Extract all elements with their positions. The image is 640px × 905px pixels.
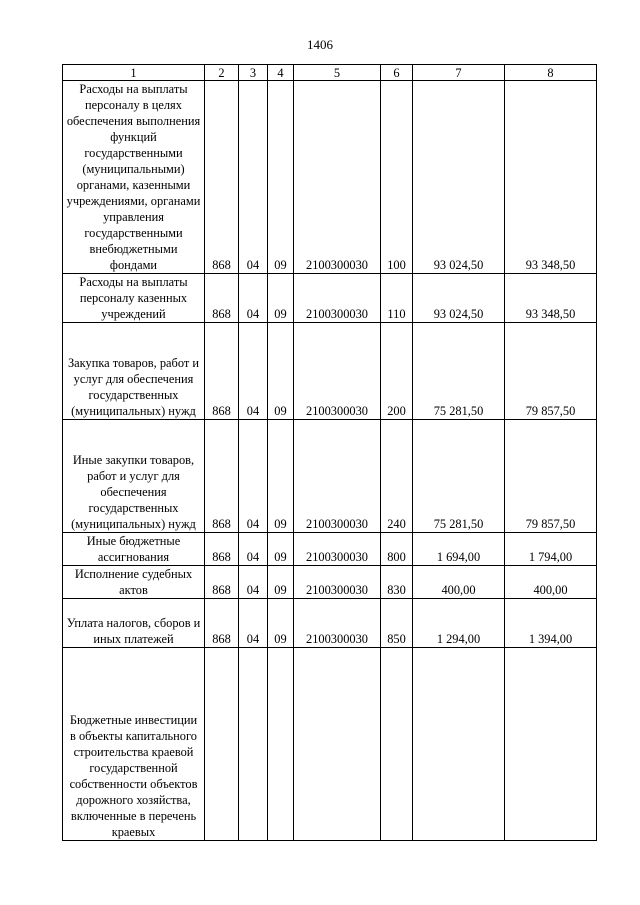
row-sum1: 400,00 — [413, 566, 505, 599]
row-subsection: 09 — [268, 533, 294, 566]
row-sum1: 75 281,50 — [413, 420, 505, 533]
column-header: 3 — [239, 65, 268, 81]
table-row — [63, 533, 597, 566]
column-header: 4 — [268, 65, 294, 81]
table-row — [63, 323, 597, 420]
row-sum2: 79 857,50 — [505, 323, 597, 420]
row-type: 240 — [381, 420, 413, 533]
row-type: 100 — [381, 81, 413, 274]
row-subsection: 09 — [268, 566, 294, 599]
row-section: 04 — [239, 533, 268, 566]
row-section: 04 — [239, 420, 268, 533]
row-type: 200 — [381, 323, 413, 420]
column-header: 6 — [381, 65, 413, 81]
row-name: Бюджетные инвестиции в объекты капитального строительства краевой государственной собственности объектов дорожного хозяйства, включенные в перечень краевых — [63, 648, 205, 841]
row-type — [381, 648, 413, 841]
row-code: 868 — [205, 81, 239, 274]
row-subsection — [268, 648, 294, 841]
column-header: 1 — [63, 65, 205, 81]
row-sum1: 75 281,50 — [413, 323, 505, 420]
row-type: 830 — [381, 566, 413, 599]
row-target: 2100300030 — [294, 81, 381, 274]
row-sum1: 1 294,00 — [413, 599, 505, 648]
row-sum1: 93 024,50 — [413, 81, 505, 274]
row-sum2: 400,00 — [505, 566, 597, 599]
row-sum1 — [413, 648, 505, 841]
row-section: 04 — [239, 599, 268, 648]
row-name: Исполнение судебных актов — [63, 566, 205, 599]
row-name: Расходы на выплаты персоналу в целях обеспечения выполнения функций государственными (муниципальными) органами, казенными учреждениями, органами управления государственными внебюджетными фондами — [63, 81, 205, 274]
column-header: 5 — [294, 65, 381, 81]
row-subsection: 09 — [268, 420, 294, 533]
row-code — [205, 648, 239, 841]
table-row — [63, 274, 597, 323]
row-code: 868 — [205, 323, 239, 420]
row-subsection: 09 — [268, 81, 294, 274]
budget-table — [62, 64, 597, 841]
row-code: 868 — [205, 533, 239, 566]
row-name: Уплата налогов, сборов и иных платежей — [63, 599, 205, 648]
column-header: 8 — [505, 65, 597, 81]
row-code: 868 — [205, 599, 239, 648]
row-sum2: 93 348,50 — [505, 81, 597, 274]
row-sum2: 79 857,50 — [505, 420, 597, 533]
row-code: 868 — [205, 420, 239, 533]
row-target: 2100300030 — [294, 323, 381, 420]
page-number: 1406 — [307, 37, 333, 52]
row-sum2: 1 794,00 — [505, 533, 597, 566]
row-sum2: 93 348,50 — [505, 274, 597, 323]
table-row — [63, 420, 597, 533]
row-type: 110 — [381, 274, 413, 323]
row-subsection: 09 — [268, 323, 294, 420]
row-name: Расходы на выплаты персоналу казенных учреждений — [63, 274, 205, 323]
row-section: 04 — [239, 274, 268, 323]
row-target — [294, 648, 381, 841]
column-header: 2 — [205, 65, 239, 81]
row-name: Иные закупки товаров, работ и услуг для обеспечения государственных (муниципальных) нужд — [63, 420, 205, 533]
row-type: 800 — [381, 533, 413, 566]
row-target: 2100300030 — [294, 420, 381, 533]
header-row — [63, 65, 597, 81]
table-row — [63, 648, 597, 841]
row-target: 2100300030 — [294, 274, 381, 323]
row-sum2 — [505, 648, 597, 841]
table-row — [63, 81, 597, 274]
row-code: 868 — [205, 566, 239, 599]
row-sum1: 93 024,50 — [413, 274, 505, 323]
row-target: 2100300030 — [294, 599, 381, 648]
row-type: 850 — [381, 599, 413, 648]
row-section — [239, 648, 268, 841]
row-subsection: 09 — [268, 599, 294, 648]
row-name: Иные бюджетные ассигнования — [63, 533, 205, 566]
table-row — [63, 599, 597, 648]
row-section: 04 — [239, 81, 268, 274]
row-section: 04 — [239, 323, 268, 420]
table-row — [63, 566, 597, 599]
row-target: 2100300030 — [294, 533, 381, 566]
row-section: 04 — [239, 566, 268, 599]
row-code: 868 — [205, 274, 239, 323]
row-sum2: 1 394,00 — [505, 599, 597, 648]
column-header: 7 — [413, 65, 505, 81]
row-subsection: 09 — [268, 274, 294, 323]
row-name: Закупка товаров, работ и услуг для обеспечения государственных (муниципальных) нужд — [63, 323, 205, 420]
row-sum1: 1 694,00 — [413, 533, 505, 566]
row-target: 2100300030 — [294, 566, 381, 599]
